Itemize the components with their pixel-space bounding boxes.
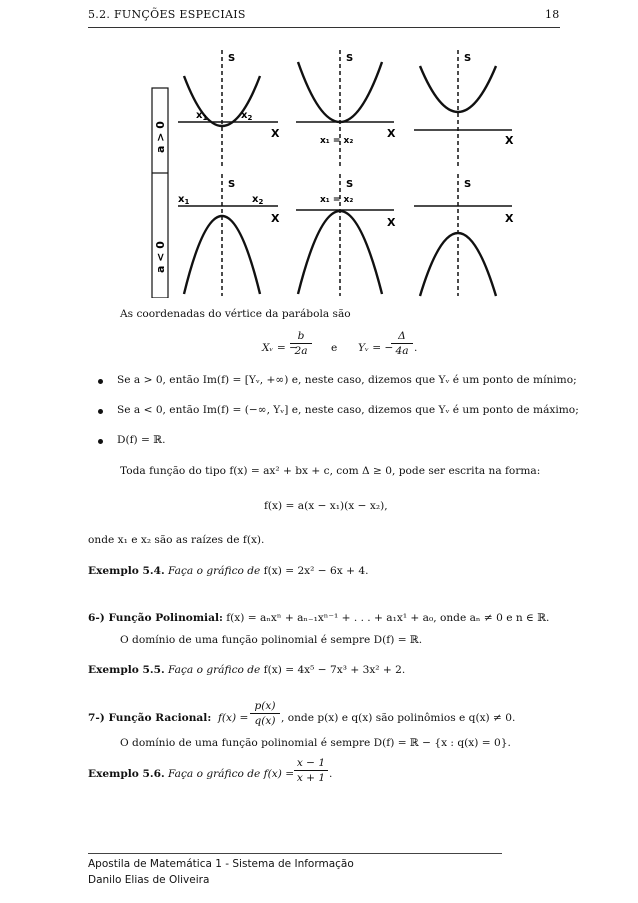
bullet-dot <box>98 439 103 444</box>
panel-a-pos-two-roots <box>178 50 280 168</box>
polynomial-domain: O domínio de uma função polinomial é sempre D(f) = ℝ. <box>120 634 423 646</box>
xv-lhs: Xᵥ = − <box>262 342 298 354</box>
double-root-label: x₁ = x₂ <box>320 136 354 146</box>
yv-lhs: Yᵥ = − <box>358 342 394 354</box>
yv-fraction <box>391 329 413 358</box>
panel-a-pos-no-roots <box>414 50 514 168</box>
example-lhs: f(x) = <box>263 768 295 780</box>
rational-fraction <box>250 699 280 728</box>
polynomial-heading: 6-) Função Polinomial: <box>88 612 223 624</box>
a-sign-label-box <box>152 88 168 298</box>
roots-sentence: onde x₁ e x₂ são as raízes de f(x). <box>88 534 265 546</box>
rational-denominator: q(x) <box>254 715 276 727</box>
bullet-minimum: Se a > 0, então Im(f) = [Yᵥ, +∞) e, neste caso, dizemos que Yᵥ é um ponto de mínimo; <box>117 374 577 386</box>
parabola-figure <box>150 48 520 298</box>
example-5-6-fraction <box>294 756 328 785</box>
axis-x-label: X <box>271 212 280 225</box>
rational-lhs: f(x) = <box>218 712 249 724</box>
example-numerator: x − 1 <box>294 756 328 771</box>
label-a-negative: a < 0 <box>154 241 167 273</box>
factor-intro: Toda função do tipo f(x) = ax² + bx + c, com Δ ≥ 0, pode ser escrita na forma: <box>120 465 541 477</box>
yv-denominator: 4a <box>395 345 409 357</box>
footer-line-2: Danilo Elias de Oliveira <box>88 874 210 886</box>
bullet-domain: D(f) = ℝ. <box>117 434 166 446</box>
example-label: Exemplo 5.4. <box>88 565 165 577</box>
axis-s-label: S <box>228 179 236 190</box>
example-equation: f(x) = 4x⁵ − 7x³ + 3x² + 2. <box>263 664 406 676</box>
example-label: Exemplo 5.6. <box>88 768 165 780</box>
example-5-5 <box>88 664 405 676</box>
conjunction-e: e <box>331 342 338 354</box>
axis-x-label: X <box>505 212 514 225</box>
panel-a-pos-double-root <box>296 50 396 168</box>
footer-rule <box>88 853 502 854</box>
panel-a-neg-double-root <box>296 174 396 296</box>
root-x2-label: $x_2$ <box>241 110 253 122</box>
root-x1-label: $x_1$ <box>178 194 190 206</box>
bullet-maximum: Se a < 0, então Im(f) = (−∞, Yᵥ] e, neste caso, dizemos que Yᵥ é um ponto de máximo; <box>117 404 579 416</box>
axis-x-label: X <box>271 127 280 140</box>
axis-s-label: S <box>346 53 354 64</box>
xv-numerator: b <box>290 329 312 344</box>
axis-s-label: S <box>228 53 236 64</box>
axis-s-label: S <box>464 179 472 190</box>
vertex-intro: As coordenadas do vértice da parábola são <box>120 308 351 320</box>
root-x1-label: $x_1$ <box>196 110 208 122</box>
bullet-dot <box>98 409 103 414</box>
axis-x-label: X <box>387 216 396 229</box>
example-equation: f(x) = 2x² − 6x + 4. <box>263 565 369 577</box>
label-a-positive: a > 0 <box>154 121 167 153</box>
xv-denominator: 2a <box>294 345 308 357</box>
xv-fraction <box>290 329 312 358</box>
example-5-4 <box>88 565 368 577</box>
rational-numerator: p(x) <box>250 699 280 714</box>
yv-period: . <box>414 342 418 354</box>
page-number: 18 <box>545 8 560 21</box>
example-denominator: x + 1 <box>296 772 326 784</box>
rational-domain: O domínio de uma função polinomial é sempre D(f) = ℝ − {x : q(x) = 0}. <box>120 737 511 749</box>
panel-a-neg-two-roots <box>178 174 280 296</box>
axis-s-label: S <box>346 179 354 190</box>
panel-a-neg-no-roots <box>414 174 514 296</box>
running-header: 5.2. FUNÇÕES ESPECIAIS <box>88 8 246 21</box>
polynomial-formula: f(x) = aₙxⁿ + aₙ₋₁xⁿ⁻¹ + . . . + a₁x¹ + a₀, onde aₙ ≠ 0 e n ∈ ℝ. <box>226 612 550 624</box>
rational-condition: , onde p(x) e q(x) são polinômios e q(x) ≠ 0. <box>281 712 516 724</box>
example-text: Faça o gráfico de <box>168 768 261 780</box>
double-root-label: x₁ = x₂ <box>320 195 354 205</box>
axis-s-label: S <box>464 53 472 64</box>
example-period: . <box>329 768 333 780</box>
example-text: Faça o gráfico de <box>168 565 261 577</box>
example-text: Faça o gráfico de <box>168 664 261 676</box>
example-label: Exemplo 5.5. <box>88 664 165 676</box>
footer-line-1: Apostila de Matemática 1 - Sistema de Informação <box>88 858 354 870</box>
axis-x-label: X <box>387 127 396 140</box>
factor-equation: f(x) = a(x − x₁)(x − x₂), <box>264 500 388 512</box>
bullet-dot <box>98 379 103 384</box>
yv-numerator: Δ <box>391 329 413 344</box>
rational-heading: 7-) Função Racional: <box>88 712 212 724</box>
polynomial-definition <box>88 612 549 624</box>
root-x2-label: $x_2$ <box>252 194 264 206</box>
example-5-6-text <box>88 768 294 780</box>
axis-x-label: X <box>505 134 514 147</box>
header-rule <box>88 27 560 28</box>
